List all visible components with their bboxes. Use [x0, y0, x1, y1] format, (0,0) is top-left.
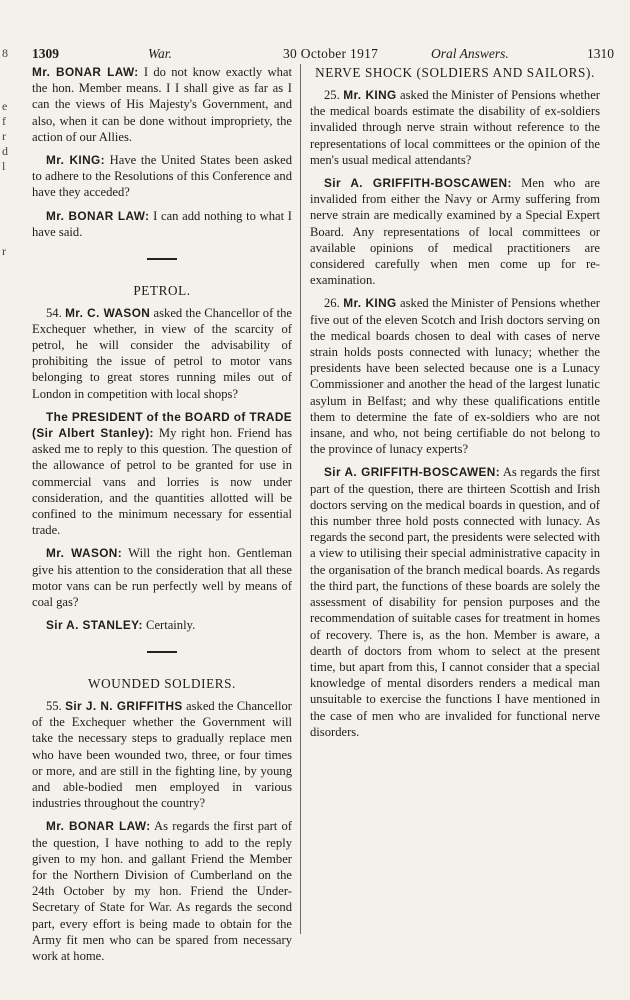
paragraph-text: Certainly. [142, 618, 196, 633]
margin-mark: r [2, 244, 6, 258]
speaker-name: Mr. KING [343, 88, 397, 102]
speaker-name: Mr. BONAR LAW: [46, 208, 150, 223]
left-column [32, 64, 292, 971]
paragraph-text: asked the Chancellor of the Exchequer whether the Government will take the necessary steps to gradually replace men who have been wounded two, three, or four times or more, and are still in the fighting line, by young and able-bodied men employed in various industries throughout the country? [32, 698, 293, 811]
paragraph-text: Men who are invalided from either the Navy or Army suffering from nerve strain are medically examined by a Special Expert Board. Any representations of local committees or available opinions of medical practitioners are considered carefully when men come up for re-examination. [310, 176, 601, 288]
paragraph-text: asked the Chancellor of the Exchequer whether, in view of the scarcity of petrol, he will consider the advisability of prohibiting the issue of petrol to motor vans belonging to great stores running miles out of London in competition with local shops? [32, 305, 293, 401]
section-heading: NERVE SHOCK (SOLDIERS AND SAILORS). [315, 65, 595, 80]
paragraph-text: asked the Minister of Pensions whether the medical boards estimate the disability of ex-soldiers invalided through nerve strain without reference to the representations of local committees or the opinion of the men's usual medical attendants? [310, 88, 600, 167]
question-paragraph [32, 305, 292, 402]
paragraph [32, 208, 292, 240]
section-divider [147, 651, 177, 653]
paragraph [32, 545, 292, 610]
answer-paragraph [310, 175, 600, 288]
page-header [28, 46, 618, 64]
section-heading: WOUNDED SOLDIERS. [88, 675, 236, 691]
paragraph-text: Will the right hon. Gentleman give his attention to the consideration that all these motor vans can be run perfectly well by means of coal gas? [32, 546, 292, 609]
speaker-name: Mr. C. WASON [65, 305, 151, 320]
right-column [310, 64, 600, 747]
paragraph-text: As regards the first part of the question, I have nothing to add to the reply given to my hon. and gallant Friend the Member for the Northern Division of Cumberland on the 24th October by my hon. Friend the Under-Secretary of State for War. As regards the second part, every effort is being made to obtain for the Army fit men who can be spared from necessary work at home. [32, 819, 292, 963]
question-number: 55. [46, 698, 62, 713]
paragraph-text: Have the United States been asked to adhere to the Resolutions of this Conference and have they acceded? [32, 153, 293, 200]
answer-paragraph [32, 818, 292, 964]
paragraph [32, 617, 292, 633]
question-number: 26. [324, 296, 340, 311]
page-number-left: 1309 [32, 46, 59, 61]
paragraph-text: asked the Minister of Pensions whether five out of the eleven Scotch and Irish doctors serving on the medical boards chosen to deal with cases of nerve strain holds posts connected with lunacy; whether the presidents have been selected because one is a Lunacy Commissioner and another the head of the largest lunatic asylum in Belfast; and why these qualifications entitle them to determine the fate of ex-soldiers who are not insane, and who, not being certifiable do not belong to the province of lunacy experts? [310, 296, 600, 457]
speaker-name: Sir J. N. GRIFFITHS [65, 698, 183, 713]
paragraph-text: I do not know exactly what the hon. Member means. I I shall give as far as I can the views of His Majesty's Government, and also, when it can be done without impropriety, the action of our Allies. [32, 65, 292, 144]
question-number: 54. [46, 305, 62, 320]
margin-mark: f [2, 114, 6, 128]
margin-mark: 8 [2, 46, 8, 60]
speaker-name: Mr. BONAR LAW: [46, 819, 151, 834]
speaker-name: Sir A. STANLEY: [46, 618, 143, 633]
speaker-name: Mr. WASON: [46, 546, 123, 561]
speaker-name: Mr. KING: [46, 153, 105, 168]
paragraph-text: As regards the first part of the question, there are thirteen Scottish and Irish doctors serving on the medical boards in question, and of this number three hold posts connected with lunacy. As regards the second part, the presidents were selected with a view to utilising their special administrative capacity in the organisation of the branch medical boards. As regards the third part, the functions of these boards are solely the assessment of disability for pension purposes and the recommendation of suitable cases for treatment in homes of recovery. There is, as the hon. Member is aware, a dearth of doctors from whom to select at the present time, but apart from this, I cannot consider that a special knowledge of mental disorders renders a medical man unsuitable to exercise the functions I have mentioned in the case of men who are invalided for functional nerve disorders. [310, 465, 600, 739]
answer-paragraph [310, 464, 600, 739]
question-paragraph [310, 87, 600, 168]
margin-mark: e [2, 99, 8, 113]
section-name: War. [148, 46, 172, 61]
paragraph-text: My right hon. Friend has asked me to reply to this question. The question of the allowance of petrol to be granted for use in commercial vans and lorries is now under consideration, and the quantities allotted will be confined to the minimum necessary for essential trade. [32, 425, 292, 538]
speaker-name: Mr. BONAR LAW: [32, 65, 139, 79]
margin-marks [2, 46, 16, 259]
margin-mark: r [2, 129, 6, 143]
paragraph [32, 152, 292, 201]
speaker-name: Sir A. GRIFFITH-BOSCAWEN: [324, 176, 512, 191]
sitting-date: 30 October 1917 [283, 46, 379, 61]
speaker-name: Sir A. GRIFFITH-BOSCAWEN: [324, 465, 501, 480]
column-divider [300, 64, 301, 934]
page-title: Oral Answers. [431, 46, 509, 61]
question-paragraph [32, 698, 292, 811]
speaker-name: The PRESIDENT of the BOARD of TRADE (Sir Albert Stanley): [32, 409, 293, 440]
paragraph [32, 64, 292, 145]
question-paragraph [310, 295, 600, 457]
margin-mark: l [2, 159, 6, 173]
section-divider [147, 258, 177, 260]
section-heading: PETROL. [133, 282, 191, 298]
margin-mark: d [2, 144, 8, 158]
answer-paragraph [32, 409, 292, 539]
page-number-right: 1310 [587, 46, 614, 61]
question-number: 25. [324, 88, 340, 102]
paragraph-text: I can add nothing to what I have said. [32, 208, 292, 239]
speaker-name: Mr. KING [343, 296, 397, 311]
